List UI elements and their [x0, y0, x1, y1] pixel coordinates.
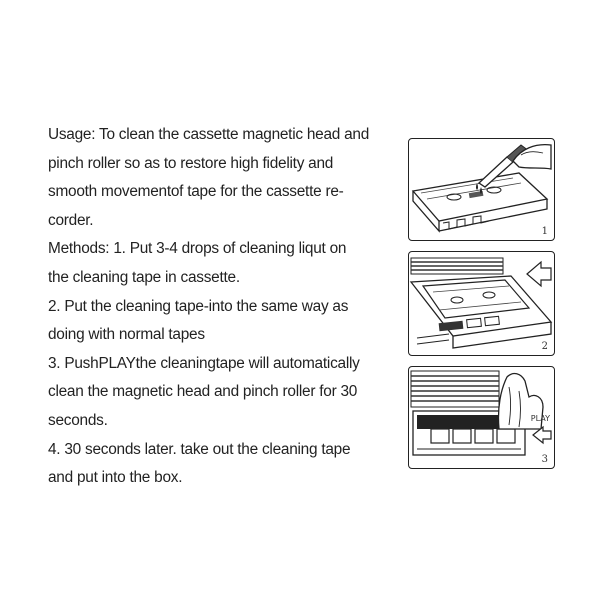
instruction-line: 3. PushPLAYthe cleaningtape will automatically [48, 354, 360, 372]
instruction-line: smooth movementof tape for the cassette re- [48, 183, 344, 201]
illustration-step-1 [408, 138, 555, 241]
dropper-cassette-illustration [409, 139, 554, 240]
step-number: 3 [541, 454, 548, 465]
instruction-line: pinch roller so as to restore high fidelity and [48, 154, 334, 172]
step-number: 1 [541, 226, 548, 237]
play-label: PLAY [530, 414, 550, 423]
instruction-line: clean the magnetic head and pinch roller for 30 [48, 383, 358, 401]
instruction-line: Usage: To clean the cassette magnetic head and [48, 126, 370, 143]
instruction-line: 2. Put the cleaning tape-into the same way as [48, 297, 349, 315]
instruction-line: corder. [48, 211, 94, 229]
illustration-step-2 [408, 251, 555, 356]
instruction-line: 4. 30 seconds later. take out the cleaning tape [48, 440, 351, 458]
instruction-line: doing with normal tapes [48, 326, 205, 344]
instruction-line: seconds. [48, 411, 108, 429]
illustration-step-3 [408, 366, 555, 469]
instruction-line: Methods: 1. Put 3-4 drops of cleaning liqut on [48, 240, 347, 258]
instruction-line: the cleaning tape in cassette. [48, 268, 240, 286]
insert-tape-illustration [409, 252, 554, 355]
instruction-line: and put into the box. [48, 469, 183, 487]
instructions-text [48, 121, 398, 493]
step-number: 2 [541, 341, 548, 352]
